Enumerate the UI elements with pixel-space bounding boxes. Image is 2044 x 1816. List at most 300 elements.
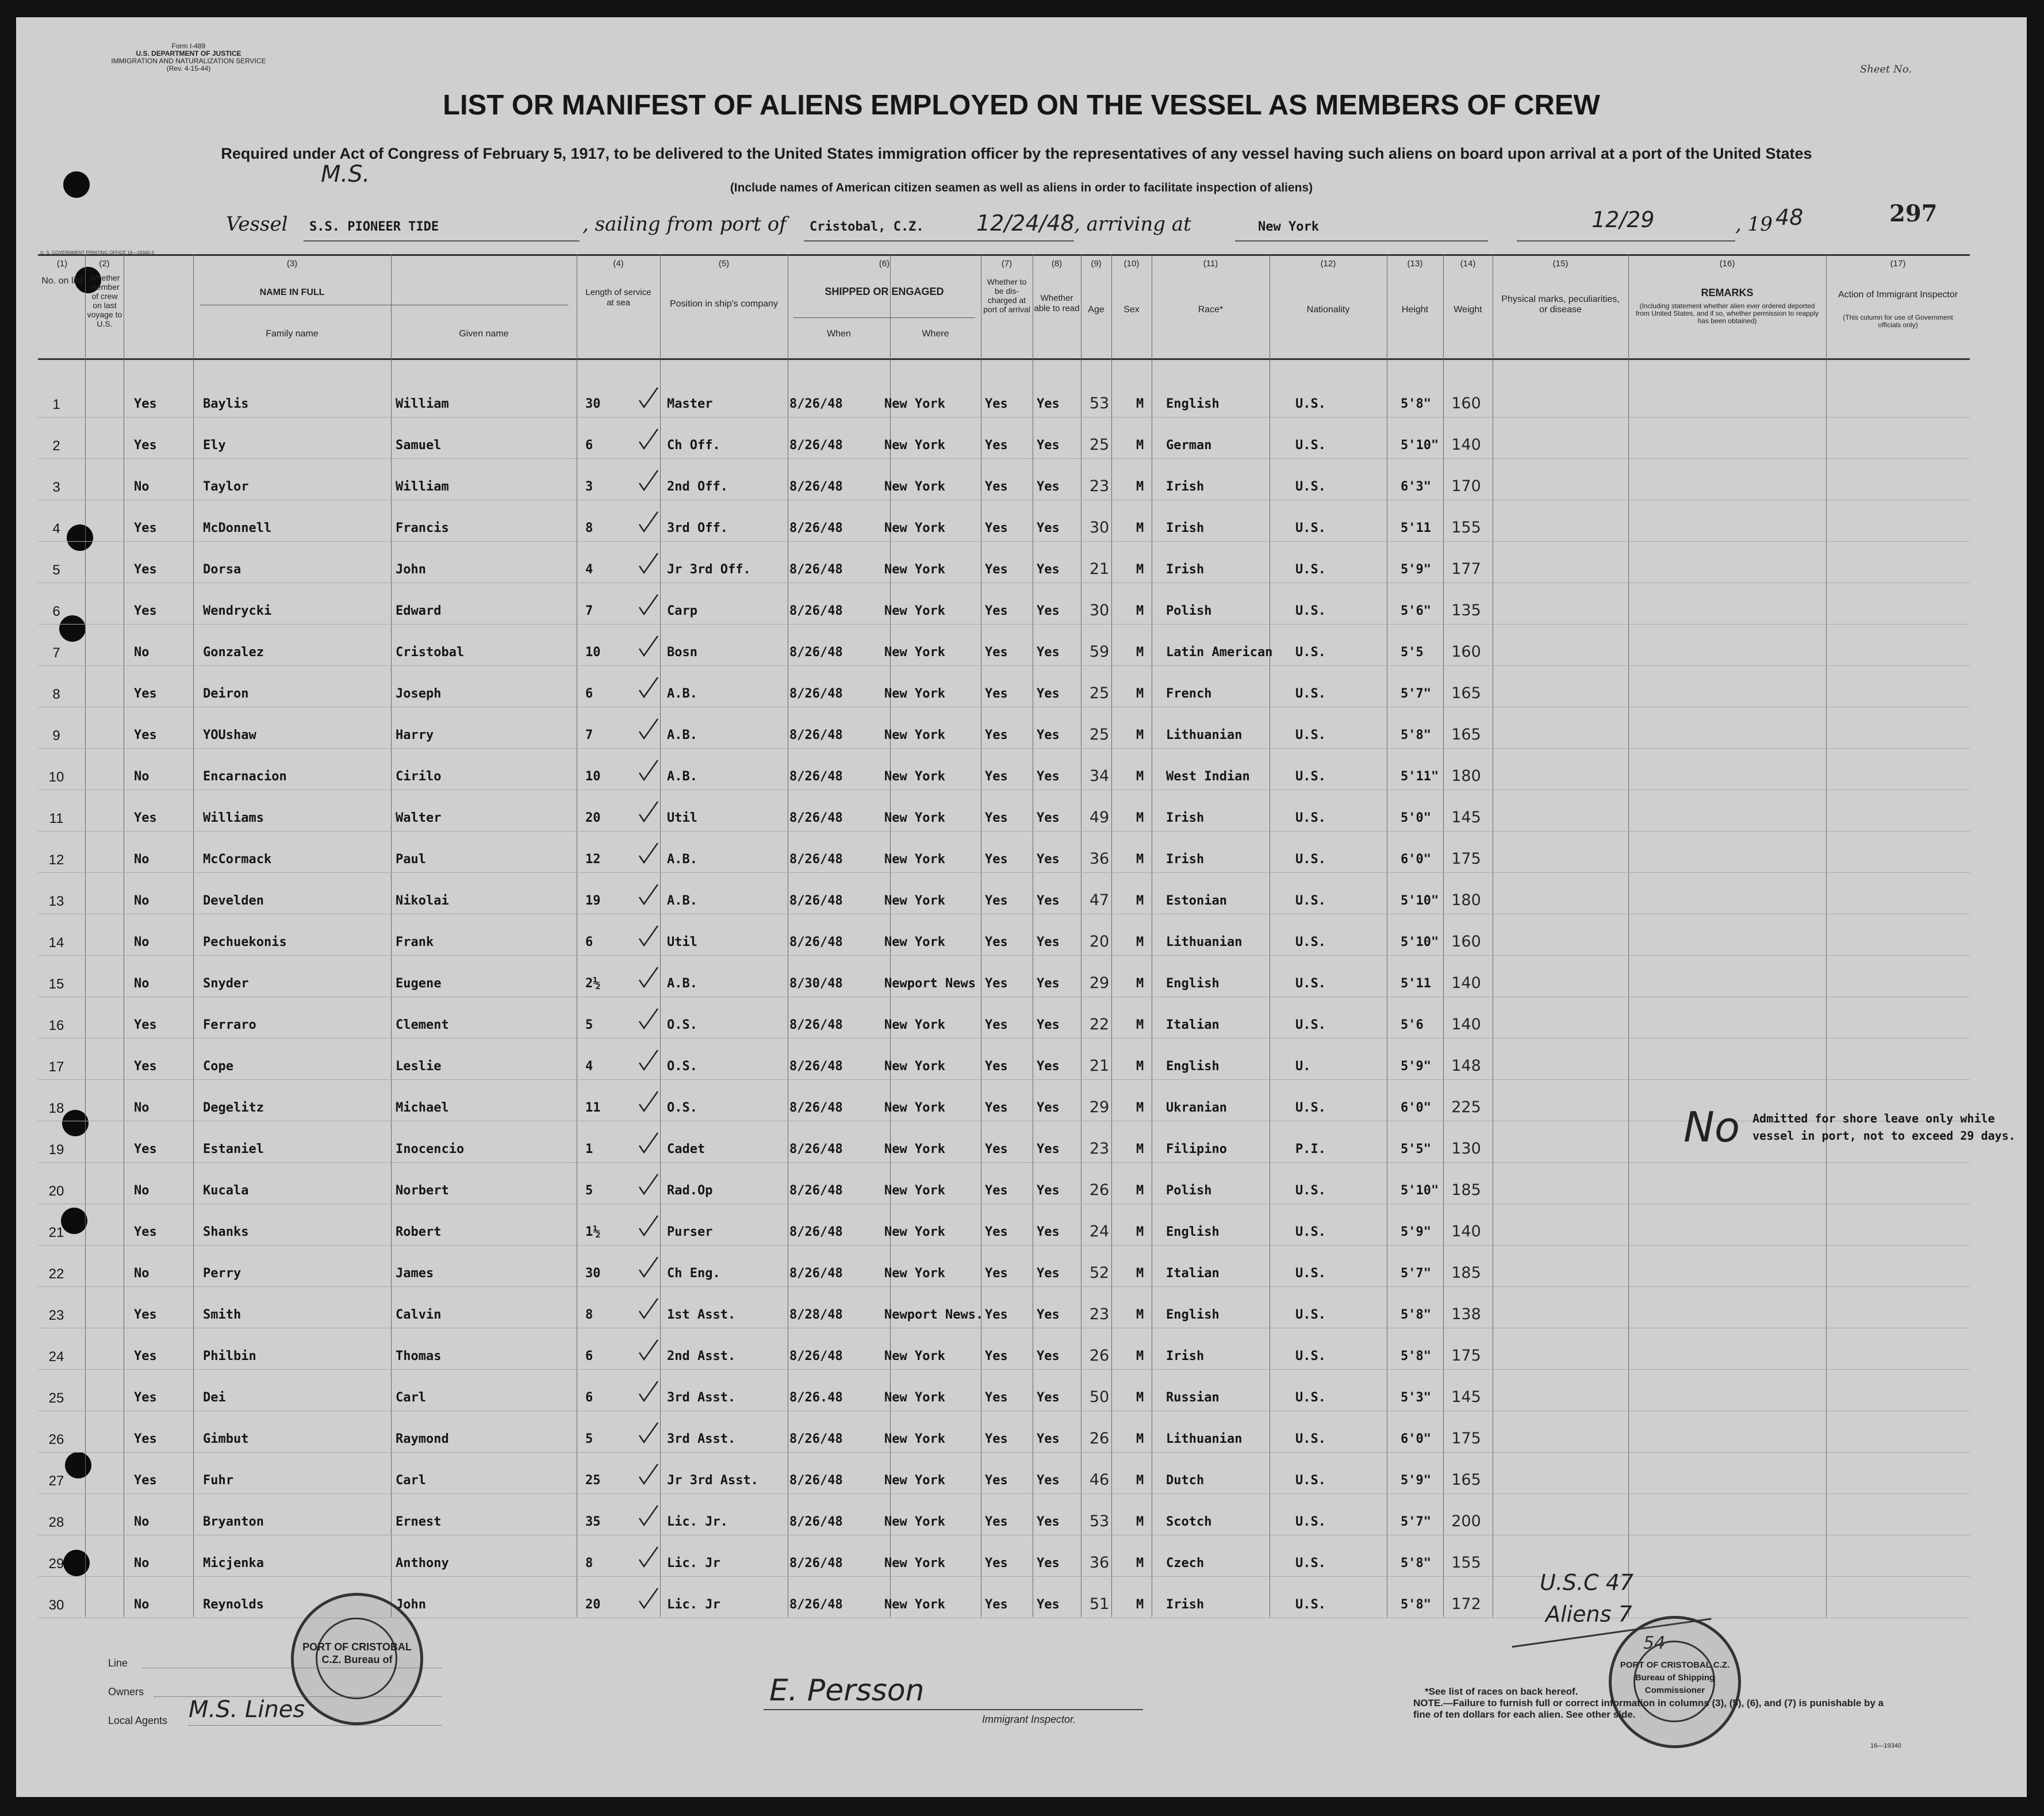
header-where: Where xyxy=(922,329,949,339)
discharged-cell: Yes xyxy=(985,728,1008,742)
agents-handwritten: M.S. Lines xyxy=(189,1696,305,1723)
height-cell: 5'8" xyxy=(1401,728,1431,742)
position-cell: A.B. xyxy=(667,976,697,991)
nationality-cell: U.S. xyxy=(1295,1349,1326,1363)
age-cell: 53 xyxy=(1089,1512,1110,1530)
check-mark-icon xyxy=(637,635,660,658)
sex-cell: M xyxy=(1136,438,1144,453)
header-sex: Sex xyxy=(1123,305,1140,315)
height-cell: 5'5" xyxy=(1401,1142,1431,1156)
service-length-cell: 2½ xyxy=(585,976,601,991)
race-cell: Irish xyxy=(1166,1349,1205,1363)
discharged-cell: Yes xyxy=(985,1473,1008,1488)
arriving-underline xyxy=(1235,240,1488,242)
family-name-cell: Smith xyxy=(203,1308,241,1322)
nationality-cell: U.S. xyxy=(1295,521,1326,535)
family-name-cell: Encarnacion xyxy=(203,769,287,784)
age-cell: 52 xyxy=(1089,1264,1110,1282)
shipped-when-cell: 8/26/48 xyxy=(789,1018,843,1032)
remark-handwritten: No xyxy=(1683,1103,1740,1151)
last-voyage-cell: No xyxy=(134,976,149,991)
check-mark-icon xyxy=(637,1173,660,1196)
check-mark-icon xyxy=(637,676,660,699)
last-voyage-cell: Yes xyxy=(134,1390,157,1405)
discharged-cell: Yes xyxy=(985,1556,1008,1570)
vessel-label: Vessel xyxy=(226,213,288,236)
given-name-cell: Thomas xyxy=(396,1349,442,1363)
service-length-cell: 1 xyxy=(585,1142,593,1156)
family-name-cell: Wendrycki xyxy=(203,604,272,618)
row-number: 5 xyxy=(52,562,60,578)
check-mark-icon xyxy=(637,842,660,865)
position-cell: Util xyxy=(667,935,697,949)
weight-cell: 225 xyxy=(1451,1098,1481,1116)
check-mark-icon xyxy=(637,1090,660,1113)
family-name-cell: Reynolds xyxy=(203,1597,264,1612)
service-length-cell: 30 xyxy=(585,397,601,411)
manifest-sheet xyxy=(16,17,2027,1797)
header-nationality: Nationality xyxy=(1306,305,1350,315)
column-number: (12) xyxy=(1320,259,1336,269)
age-cell: 30 xyxy=(1089,519,1110,537)
department: U.S. DEPARTMENT OF JUSTICE xyxy=(136,49,241,58)
header-action-note: (This column for use of Government officials only) xyxy=(1843,313,1953,329)
nationality-cell: U.S. xyxy=(1295,769,1326,784)
column-number: (14) xyxy=(1460,259,1476,269)
position-cell: 3rd Asst. xyxy=(667,1432,736,1446)
age-cell: 26 xyxy=(1089,1347,1110,1365)
shipped-when-cell: 8/30/48 xyxy=(789,976,843,991)
shipped-when-cell: 8/26/48 xyxy=(789,562,843,577)
able-read-cell: Yes xyxy=(1037,1556,1060,1570)
sex-cell: M xyxy=(1136,1473,1144,1488)
given-name-cell: Michael xyxy=(396,1101,449,1115)
check-mark-icon xyxy=(637,1256,660,1279)
age-cell: 25 xyxy=(1089,684,1110,702)
height-cell: 5'7" xyxy=(1401,1266,1431,1281)
family-name-cell: Kucala xyxy=(203,1183,249,1198)
document-title: LIST OR MANIFEST OF ALIENS EMPLOYED ON THE VESSEL AS MEMBERS OF CREW xyxy=(443,90,1600,121)
age-cell: 51 xyxy=(1089,1595,1110,1613)
row-number: 12 xyxy=(48,852,64,868)
nationality-cell: U.S. xyxy=(1295,397,1326,411)
sex-cell: M xyxy=(1136,1597,1144,1612)
page-number: 297 xyxy=(1889,200,1938,227)
shipped-when-cell: 8/26/48 xyxy=(789,687,843,701)
sailing-underline xyxy=(804,240,1074,242)
shipped-where-cell: New York xyxy=(884,645,945,660)
given-name-cell: Anthony xyxy=(396,1556,449,1570)
nationality-cell: U.S. xyxy=(1295,852,1326,867)
discharged-cell: Yes xyxy=(985,1018,1008,1032)
shipped-where-cell: New York xyxy=(884,894,945,908)
race-cell: Lithuanian xyxy=(1166,728,1242,742)
race-cell: English xyxy=(1166,1059,1220,1074)
family-name-cell: Gonzalez xyxy=(203,645,264,660)
check-mark-icon xyxy=(637,1049,660,1072)
discharged-cell: Yes xyxy=(985,1183,1008,1198)
height-cell: 5'6 xyxy=(1401,1018,1424,1032)
weight-cell: 175 xyxy=(1451,850,1481,868)
weight-cell: 180 xyxy=(1451,891,1481,909)
shipped-where-cell: New York xyxy=(884,1390,945,1405)
column-number: (16) xyxy=(1719,259,1735,269)
sex-cell: M xyxy=(1136,1225,1144,1239)
sex-cell: M xyxy=(1136,935,1144,949)
row-number: 26 xyxy=(48,1432,64,1447)
row-rule xyxy=(38,1245,1970,1246)
shipped-where-cell: New York xyxy=(884,1059,945,1074)
discharged-cell: Yes xyxy=(985,1059,1008,1074)
shipped-when-cell: 8/26/48 xyxy=(789,604,843,618)
service-length-cell: 6 xyxy=(585,687,593,701)
sex-cell: M xyxy=(1136,1142,1144,1156)
position-cell: A.B. xyxy=(667,687,697,701)
family-name-cell: Degelitz xyxy=(203,1101,264,1115)
last-voyage-cell: Yes xyxy=(134,521,157,535)
discharged-cell: Yes xyxy=(985,1597,1008,1612)
shipped-when-cell: 8/26/48 xyxy=(789,1473,843,1488)
family-name-cell: Ferraro xyxy=(203,1018,256,1032)
family-name-cell: YOUshaw xyxy=(203,728,256,742)
given-name-cell: Norbert xyxy=(396,1183,449,1198)
check-mark-icon xyxy=(637,1215,660,1238)
discharged-cell: Yes xyxy=(985,894,1008,908)
given-name-cell: Paul xyxy=(396,852,426,867)
shipped-when-cell: 8/26/48 xyxy=(789,521,843,535)
revision: (Rev. 4-15-44) xyxy=(166,64,211,72)
service-length-cell: 8 xyxy=(585,1556,593,1570)
age-cell: 36 xyxy=(1089,1554,1110,1572)
able-read-cell: Yes xyxy=(1037,1432,1060,1446)
sex-cell: M xyxy=(1136,728,1144,742)
nationality-cell: U.S. xyxy=(1295,645,1326,660)
given-name-cell: Clement xyxy=(396,1018,449,1032)
able-read-cell: Yes xyxy=(1037,811,1060,825)
age-cell: 59 xyxy=(1089,643,1110,661)
document-subtitle: Required under Act of Congress of February 5, 1917, to be delivered to the United States immigration officer by the representatives of any vessel having such aliens on board upon arrival at a port of the United States xyxy=(221,145,1812,162)
stamp-text: PORT OF CRISTOBAL C.Z. Bureau of xyxy=(302,1641,412,1665)
service-length-cell: 4 xyxy=(585,562,593,577)
race-cell: Estonian xyxy=(1166,894,1227,908)
weight-cell: 165 xyxy=(1451,1471,1481,1489)
check-mark-icon xyxy=(637,883,660,906)
last-voyage-cell: Yes xyxy=(134,1473,157,1488)
shipped-when-cell: 8/26/48 xyxy=(789,935,843,949)
race-cell: Ukranian xyxy=(1166,1101,1227,1115)
service-length-cell: 6 xyxy=(585,438,593,453)
sex-cell: M xyxy=(1136,1556,1144,1570)
family-name-cell: Philbin xyxy=(203,1349,256,1363)
column-number: (4) xyxy=(613,259,624,269)
position-cell: 3rd Off. xyxy=(667,521,728,535)
given-name-cell: Frank xyxy=(396,935,434,949)
column-number: (7) xyxy=(1001,259,1013,269)
nationality-cell: U.S. xyxy=(1295,1101,1326,1115)
header-remarks: REMARKS xyxy=(1701,287,1754,298)
height-cell: 6'0" xyxy=(1401,1432,1431,1446)
nationality-cell: U.S. xyxy=(1295,1308,1326,1322)
shipped-where-cell: Newport News. xyxy=(884,1308,984,1322)
check-mark-icon xyxy=(637,800,660,823)
shipped-where-cell: New York xyxy=(884,1349,945,1363)
able-read-cell: Yes xyxy=(1037,852,1060,867)
shipped-where-cell: New York xyxy=(884,728,945,742)
last-voyage-cell: No xyxy=(134,1101,149,1115)
sex-cell: M xyxy=(1136,811,1144,825)
shipped-where-cell: Newport News xyxy=(884,976,976,991)
given-name-cell: Cristobal xyxy=(396,645,465,660)
shipped-where-cell: New York xyxy=(884,811,945,825)
able-read-cell: Yes xyxy=(1037,645,1060,660)
check-mark-icon xyxy=(637,966,660,989)
last-voyage-cell: No xyxy=(134,1266,149,1281)
check-mark-icon xyxy=(637,593,660,616)
shipped-where-cell: New York xyxy=(884,521,945,535)
column-number: (1) xyxy=(56,259,68,269)
able-read-cell: Yes xyxy=(1037,1142,1060,1156)
height-cell: 5'0" xyxy=(1401,811,1431,825)
sailing-date-handwritten: 12/24/48 xyxy=(976,210,1075,236)
last-voyage-cell: Yes xyxy=(134,1432,157,1446)
sex-cell: M xyxy=(1136,1349,1144,1363)
shipped-where-cell: New York xyxy=(884,438,945,453)
position-cell: Carp xyxy=(667,604,697,618)
family-name-cell: Fuhr xyxy=(203,1473,233,1488)
position-cell: Jr 3rd Asst. xyxy=(667,1473,758,1488)
row-number: 27 xyxy=(48,1473,64,1489)
family-name-cell: Gimbut xyxy=(203,1432,249,1446)
sex-cell: M xyxy=(1136,769,1144,784)
agents-label: Local Agents xyxy=(108,1715,168,1726)
family-name-cell: Deiron xyxy=(203,687,249,701)
family-name-cell: Baylis xyxy=(203,397,249,411)
shipped-when-cell: 8/26.48 xyxy=(789,1390,843,1405)
given-name-cell: Robert xyxy=(396,1225,442,1239)
given-name-cell: William xyxy=(396,480,449,494)
date-underline xyxy=(1517,240,1735,242)
header-position: Position in ship's company xyxy=(669,299,779,309)
race-cell: Italian xyxy=(1166,1266,1220,1281)
row-number: 3 xyxy=(52,480,60,495)
check-mark-icon xyxy=(637,1504,660,1527)
shipped-when-cell: 8/26/48 xyxy=(789,728,843,742)
able-read-cell: Yes xyxy=(1037,1473,1060,1488)
race-cell: Czech xyxy=(1166,1556,1205,1570)
able-read-cell: Yes xyxy=(1037,438,1060,453)
nationality-cell: U.S. xyxy=(1295,976,1326,991)
check-mark-icon xyxy=(637,552,660,575)
races-note: *See list of races on back hereof. xyxy=(1425,1686,1578,1697)
weight-cell: 155 xyxy=(1451,1554,1481,1572)
row-number: 21 xyxy=(48,1225,64,1240)
weight-cell: 140 xyxy=(1451,974,1481,992)
sheet-number-label: Sheet No. xyxy=(1859,63,1912,75)
row-number: 2 xyxy=(52,438,60,454)
row-number: 18 xyxy=(48,1101,64,1116)
check-mark-icon xyxy=(637,1546,660,1569)
weight-cell: 148 xyxy=(1451,1057,1481,1075)
shipped-when-cell: 8/26/48 xyxy=(789,480,843,494)
shipped-divider xyxy=(793,317,975,318)
given-name-cell: Nikolai xyxy=(396,894,449,908)
able-read-cell: Yes xyxy=(1037,1225,1060,1239)
inspector-signature: E. Persson xyxy=(769,1673,925,1708)
height-cell: 5'10" xyxy=(1401,935,1439,949)
check-mark-icon xyxy=(637,925,660,948)
able-read-cell: Yes xyxy=(1037,894,1060,908)
check-mark-icon xyxy=(637,1339,660,1362)
service-length-cell: 6 xyxy=(585,1390,593,1405)
shipped-where-cell: New York xyxy=(884,604,945,618)
height-cell: 5'10" xyxy=(1401,438,1439,453)
shipped-when-cell: 8/26/48 xyxy=(789,1432,843,1446)
row-rule xyxy=(38,1038,1970,1039)
shipped-when-cell: 8/26/48 xyxy=(789,1059,843,1074)
row-number: 9 xyxy=(52,728,60,744)
age-cell: 21 xyxy=(1089,560,1110,578)
given-name-cell: James xyxy=(396,1266,434,1281)
check-mark-icon xyxy=(637,1463,660,1486)
given-name-cell: John xyxy=(396,1597,426,1612)
discharged-cell: Yes xyxy=(985,1266,1008,1281)
sex-cell: M xyxy=(1136,1266,1144,1281)
service-length-cell: 20 xyxy=(585,811,601,825)
header-action: Action of Immigrant Inspector xyxy=(1838,290,1958,300)
last-voyage-cell: Yes xyxy=(134,1018,157,1032)
shipped-where-cell: New York xyxy=(884,687,945,701)
discharged-cell: Yes xyxy=(985,1142,1008,1156)
last-voyage-cell: Yes xyxy=(134,604,157,618)
age-cell: 21 xyxy=(1089,1057,1110,1075)
check-mark-icon xyxy=(637,1297,660,1320)
weight-cell: 140 xyxy=(1451,1016,1481,1033)
service-length-cell: 4 xyxy=(585,1059,593,1074)
service-length-cell: 5 xyxy=(585,1018,593,1032)
last-voyage-cell: Yes xyxy=(134,1142,157,1156)
given-name-cell: Carl xyxy=(396,1390,426,1405)
discharged-cell: Yes xyxy=(985,769,1008,784)
last-voyage-cell: Yes xyxy=(134,728,157,742)
shipped-where-cell: New York xyxy=(884,1432,945,1446)
shipped-when-cell: 8/26/48 xyxy=(789,852,843,867)
row-rule xyxy=(38,1162,1970,1163)
height-cell: 5'8" xyxy=(1401,1308,1431,1322)
line-label: Line xyxy=(108,1657,128,1669)
check-mark-icon xyxy=(637,469,660,492)
family-name-cell: Shanks xyxy=(203,1225,249,1239)
discharged-cell: Yes xyxy=(985,935,1008,949)
vessel-prefix-handwritten: M.S. xyxy=(321,161,370,187)
column-number: (11) xyxy=(1203,259,1218,269)
year-handwritten: 48 xyxy=(1775,205,1804,230)
shipped-where-cell: New York xyxy=(884,852,945,867)
age-cell: 25 xyxy=(1089,726,1110,744)
sailing-label: , sailing from port of xyxy=(582,213,787,236)
header-weight: Weight xyxy=(1454,305,1482,315)
age-cell: 46 xyxy=(1089,1471,1110,1489)
form-identifier xyxy=(97,43,281,72)
age-cell: 36 xyxy=(1089,850,1110,868)
able-read-cell: Yes xyxy=(1037,976,1060,991)
header-discharged: Whether to be dis- charged at port of arrival xyxy=(983,277,1030,314)
service-length-cell: 8 xyxy=(585,521,593,535)
column-number: (9) xyxy=(1091,259,1102,269)
service-length-cell: 5 xyxy=(585,1432,593,1446)
discharged-cell: Yes xyxy=(985,1515,1008,1529)
sex-cell: M xyxy=(1136,397,1144,411)
shipped-when-cell: 8/26/48 xyxy=(789,1515,843,1529)
position-cell: A.B. xyxy=(667,769,697,784)
race-cell: Irish xyxy=(1166,521,1205,535)
header-age: Age xyxy=(1088,305,1105,315)
age-cell: 29 xyxy=(1089,974,1110,992)
column-number: (8) xyxy=(1051,259,1063,269)
check-mark-icon xyxy=(637,1380,660,1403)
nationality-cell: U.S. xyxy=(1295,1515,1326,1529)
row-number: 15 xyxy=(48,976,64,992)
row-rule xyxy=(38,748,1970,749)
sex-cell: M xyxy=(1136,852,1144,867)
weight-cell: 177 xyxy=(1451,560,1481,578)
shipped-where-cell: New York xyxy=(884,562,945,577)
weight-cell: 185 xyxy=(1451,1181,1481,1199)
shipped-when-cell: 8/26/48 xyxy=(789,397,843,411)
given-name-cell: William xyxy=(396,397,449,411)
shipped-where-cell: New York xyxy=(884,1018,945,1032)
row-number: 19 xyxy=(48,1142,64,1158)
race-cell: Russian xyxy=(1166,1390,1220,1405)
family-name-cell: Develden xyxy=(203,894,264,908)
header-last-voyage: Whether member of crew on last voyage to U.S. xyxy=(87,273,122,328)
header-name-in-full: NAME IN FULL xyxy=(259,288,325,297)
race-cell: English xyxy=(1166,397,1220,411)
height-cell: 6'3" xyxy=(1401,480,1431,494)
row-number: 29 xyxy=(48,1556,64,1572)
weight-cell: 140 xyxy=(1451,436,1481,454)
age-cell: 34 xyxy=(1089,767,1110,785)
race-cell: English xyxy=(1166,1308,1220,1322)
document-subnote: (Include names of American citizen seamen as well as aliens in order to facilitate inspection of aliens) xyxy=(730,181,1313,194)
discharged-cell: Yes xyxy=(985,1349,1008,1363)
column-number: (13) xyxy=(1407,259,1423,269)
weight-cell: 140 xyxy=(1451,1223,1481,1240)
shipped-where-cell: New York xyxy=(884,1183,945,1198)
shipped-when-cell: 8/26/48 xyxy=(789,1225,843,1239)
family-name-cell: Pechuekonis xyxy=(203,935,287,949)
sex-cell: M xyxy=(1136,1018,1144,1032)
column-number: (15) xyxy=(1552,259,1569,269)
discharged-cell: Yes xyxy=(985,480,1008,494)
able-read-cell: Yes xyxy=(1037,1059,1060,1074)
shore-leave-remark: Admitted for shore leave only while vessel in port, not to exceed 29 days. xyxy=(1752,1112,2016,1143)
discharged-cell: Yes xyxy=(985,1225,1008,1239)
shipped-when-cell: 8/26/48 xyxy=(789,769,843,784)
nationality-cell: U.S. xyxy=(1295,604,1326,618)
weight-cell: 145 xyxy=(1451,809,1481,826)
family-name-cell: Perry xyxy=(203,1266,241,1281)
last-voyage-cell: No xyxy=(134,852,149,867)
last-voyage-cell: Yes xyxy=(134,438,157,453)
nationality-cell: U.S. xyxy=(1295,1432,1326,1446)
header-height: Height xyxy=(1401,305,1429,315)
position-cell: A.B. xyxy=(667,852,697,867)
nationality-cell: U.S. xyxy=(1295,438,1326,453)
row-number: 8 xyxy=(52,687,60,702)
able-read-cell: Yes xyxy=(1037,562,1060,577)
discharged-cell: Yes xyxy=(985,645,1008,660)
age-cell: 49 xyxy=(1089,809,1110,826)
